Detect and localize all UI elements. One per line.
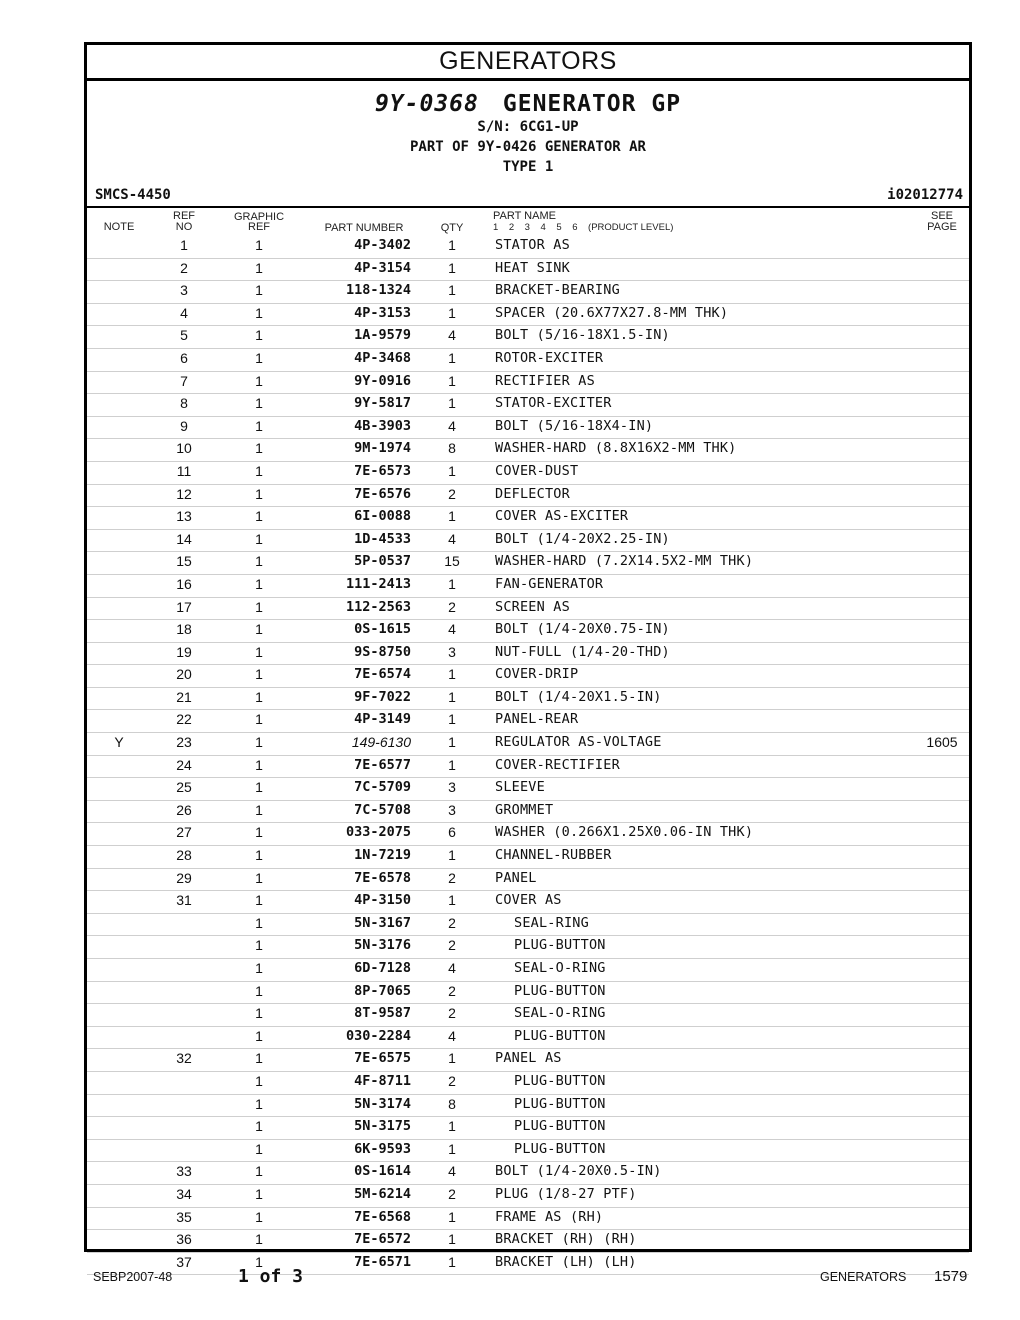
row-quantity: 1	[448, 372, 456, 389]
row-graphic-ref: 1	[255, 1050, 263, 1067]
table-row	[87, 1049, 969, 1072]
row-quantity: 4	[448, 960, 456, 976]
row-part-name: COVER-DRIP	[495, 666, 579, 683]
row-quantity: 1	[448, 666, 456, 683]
footer-page-of: 1 of 3	[238, 1266, 304, 1287]
row-part-number: 5P-0537	[354, 553, 411, 570]
footer-page-number: 1579	[934, 1268, 968, 1285]
row-ref-number: 27	[176, 824, 192, 841]
row-ref-number: 20	[176, 666, 192, 683]
row-graphic-ref: 1	[255, 801, 263, 818]
row-graphic-ref: 1	[255, 711, 263, 728]
row-quantity: 4	[448, 417, 456, 434]
row-graphic-ref: 1	[255, 982, 263, 999]
row-graphic-ref: 1	[255, 282, 263, 299]
row-ref-number: 19	[176, 643, 192, 660]
row-quantity: 1	[448, 395, 456, 412]
table-row	[87, 846, 969, 869]
row-part-number: 4P-3150	[354, 892, 411, 909]
row-part-number: 0S-1614	[354, 1163, 411, 1180]
table-row	[87, 1230, 969, 1253]
row-quantity: 2	[448, 869, 456, 886]
row-part-number: 7E-6575	[354, 1050, 411, 1067]
row-quantity: 4	[448, 530, 456, 547]
row-part-number: 8P-7065	[354, 982, 411, 999]
row-part-number: 7E-6577	[354, 756, 411, 773]
table-row	[87, 1027, 969, 1050]
row-part-name: PLUG-BUTTON	[514, 1027, 606, 1044]
row-part-name: SPACER (20.6X77X27.8-MM THK)	[495, 304, 729, 321]
row-graphic-ref: 1	[255, 1140, 263, 1157]
row-quantity: 1	[448, 1118, 456, 1135]
column-header-product-levels: 1 2 3 4 5 6 (PRODUCT LEVEL)	[493, 222, 674, 233]
row-ref-number: 35	[176, 1208, 192, 1225]
row-ref-number: 25	[176, 779, 192, 796]
row-quantity: 1	[448, 756, 456, 773]
row-see-page: 1605	[926, 734, 958, 751]
row-quantity: 1	[448, 1140, 456, 1157]
row-ref-number: 17	[176, 598, 192, 615]
row-ref-number: 24	[176, 756, 192, 773]
header-divider	[87, 206, 969, 208]
row-graphic-ref: 1	[255, 1005, 263, 1022]
row-part-name: BOLT (1/4-20X0.5-IN)	[495, 1163, 662, 1180]
row-ref-number: 23	[176, 734, 192, 751]
row-graphic-ref: 1	[255, 643, 263, 660]
row-quantity: 4	[448, 1163, 456, 1180]
row-part-name: PLUG-BUTTON	[514, 1140, 606, 1157]
row-part-name: BOLT (1/4-20X2.25-IN)	[495, 530, 670, 547]
row-quantity: 1	[448, 508, 456, 525]
row-part-number: 7E-6571	[354, 1253, 411, 1270]
table-row	[87, 688, 969, 711]
row-quantity: 1	[448, 892, 456, 909]
row-part-number: 9Y-0916	[354, 372, 411, 389]
row-ref-number: 29	[176, 869, 192, 886]
table-row	[87, 530, 969, 553]
row-graphic-ref: 1	[255, 259, 263, 276]
row-part-number: 5N-3175	[354, 1118, 411, 1135]
row-quantity: 1	[448, 349, 456, 366]
column-header-ref-top: REF	[173, 210, 195, 222]
row-part-number: 7E-6568	[354, 1208, 411, 1225]
row-ref-number: 7	[180, 372, 188, 389]
row-ref-number: 26	[176, 801, 192, 818]
column-header-ref-bottom: NO	[175, 221, 193, 233]
row-graphic-ref: 1	[255, 847, 263, 864]
serial-number: S/N: 6CG1-UP	[477, 119, 579, 135]
row-ref-number: 32	[176, 1050, 192, 1067]
row-quantity: 1	[448, 575, 456, 592]
table-row	[87, 756, 969, 779]
row-part-number: 5M-6214	[354, 1185, 411, 1202]
row-graphic-ref: 1	[255, 1208, 263, 1225]
row-quantity: 4	[448, 1027, 456, 1044]
row-quantity: 8	[448, 1095, 456, 1112]
row-ref-number: 3	[180, 282, 188, 299]
table-row	[87, 982, 969, 1005]
row-quantity: 2	[448, 914, 456, 931]
table-row	[87, 394, 969, 417]
row-quantity: 1	[448, 688, 456, 705]
row-graphic-ref: 1	[255, 1253, 263, 1270]
row-part-name: SCREEN AS	[495, 598, 570, 615]
table-row	[87, 439, 969, 462]
title-block	[87, 91, 969, 177]
row-graphic-ref: 1	[255, 553, 263, 570]
parts-page-frame	[84, 42, 972, 1270]
column-header-part-number: PART NUMBER	[324, 222, 404, 234]
row-part-name: NUT-FULL (1/4-20-THD)	[495, 643, 670, 660]
row-part-name: COVER AS-EXCITER	[495, 508, 629, 525]
row-ref-number: 4	[180, 304, 188, 321]
row-part-name: HEAT SINK	[495, 259, 570, 276]
table-row	[87, 1140, 969, 1163]
table-row	[87, 1072, 969, 1095]
row-quantity: 2	[448, 1005, 456, 1022]
row-part-name: PLUG-BUTTON	[514, 1072, 606, 1089]
row-part-name: REGULATOR AS-VOLTAGE	[495, 734, 662, 751]
table-row	[87, 710, 969, 733]
row-ref-number: 37	[176, 1253, 192, 1270]
row-quantity: 1	[448, 259, 456, 276]
table-row	[87, 575, 969, 598]
row-graphic-ref: 1	[255, 937, 263, 954]
row-part-number: 5N-3174	[354, 1095, 411, 1112]
row-part-name: STATOR-EXCITER	[495, 395, 612, 412]
column-header-qty: QTY	[440, 222, 464, 234]
row-part-number: 6I-0088	[354, 508, 411, 525]
row-quantity: 6	[448, 824, 456, 841]
row-part-name: BRACKET-BEARING	[495, 282, 620, 299]
table-row	[87, 349, 969, 372]
row-ref-number: 36	[176, 1231, 192, 1248]
row-graphic-ref: 1	[255, 1072, 263, 1089]
row-quantity: 4	[448, 327, 456, 344]
row-graphic-ref: 1	[255, 779, 263, 796]
row-quantity: 2	[448, 485, 456, 502]
column-header-graphic-top: GRAPHIC	[233, 211, 285, 223]
row-part-number: 6D-7128	[354, 960, 411, 976]
row-part-number: 7C-5708	[354, 801, 411, 818]
row-part-name: WASHER-HARD (8.8X16X2-MM THK)	[495, 440, 737, 457]
row-quantity: 1	[448, 847, 456, 864]
row-part-number: 111-2413	[345, 575, 411, 592]
row-part-number: 1D-4533	[354, 530, 411, 547]
table-row	[87, 869, 969, 892]
column-header-part-name: PART NAME	[493, 210, 556, 222]
row-part-number: 6K-9593	[354, 1140, 411, 1157]
row-graphic-ref: 1	[255, 304, 263, 321]
row-part-number: 4P-3402	[354, 237, 411, 253]
row-quantity: 3	[448, 801, 456, 818]
column-header-graphic-bottom: REF	[248, 221, 270, 233]
row-quantity: 3	[448, 779, 456, 796]
row-ref-number: 9	[180, 417, 188, 434]
table-row	[87, 281, 969, 304]
table-row	[87, 417, 969, 440]
row-part-number: 112-2563	[345, 598, 411, 615]
row-ref-number: 33	[176, 1163, 192, 1180]
footer-section-name: GENERATORS	[820, 1270, 907, 1284]
row-graphic-ref: 1	[255, 508, 263, 525]
row-part-number: 8T-9587	[354, 1005, 411, 1022]
table-row	[87, 259, 969, 282]
row-part-name: SLEEVE	[495, 779, 545, 796]
row-part-number: 030-2284	[345, 1027, 411, 1044]
row-part-name: WASHER (0.266X1.25X0.06-IN THK)	[495, 824, 754, 841]
group-part-number: 9Y-0368	[374, 91, 479, 117]
row-ref-number: 34	[176, 1185, 192, 1202]
table-row	[87, 823, 969, 846]
row-graphic-ref: 1	[255, 372, 263, 389]
row-part-number: 7E-6576	[354, 485, 411, 502]
row-ref-number: 8	[180, 395, 188, 412]
row-part-name: PLUG (1/8-27 PTF)	[495, 1185, 637, 1202]
row-graphic-ref: 1	[255, 666, 263, 683]
row-part-number: 7E-6573	[354, 462, 411, 479]
row-graphic-ref: 1	[255, 892, 263, 909]
table-row	[87, 1185, 969, 1208]
row-part-number: 7C-5709	[354, 779, 411, 796]
footer-document-id: SEBP2007-48	[93, 1270, 173, 1284]
smcs-code: SMCS-4450	[95, 187, 171, 203]
row-part-number: 4B-3903	[354, 417, 411, 434]
row-part-name: BRACKET (RH) (RH)	[495, 1231, 637, 1248]
row-part-number: 9F-7022	[354, 688, 411, 705]
illustration-id: i02012774	[887, 187, 963, 203]
row-part-number: 9Y-5817	[354, 395, 411, 412]
row-quantity: 1	[448, 462, 456, 479]
row-graphic-ref: 1	[255, 462, 263, 479]
row-part-number: 1N-7219	[354, 847, 411, 864]
table-row	[87, 1004, 969, 1027]
row-graphic-ref: 1	[255, 1185, 263, 1202]
row-part-name: PANEL	[495, 869, 537, 886]
row-part-name: PANEL AS	[495, 1050, 562, 1067]
row-ref-number: 14	[176, 530, 192, 547]
row-ref-number: 2	[180, 259, 188, 276]
table-row	[87, 507, 969, 530]
row-part-name: PANEL-REAR	[495, 711, 579, 728]
row-quantity: 1	[448, 1050, 456, 1067]
row-note: Y	[114, 734, 124, 751]
row-part-number: 7E-6574	[354, 666, 411, 683]
row-ref-number: 12	[176, 485, 192, 502]
row-part-name: ROTOR-EXCITER	[495, 349, 604, 366]
table-row	[87, 462, 969, 485]
row-quantity: 3	[448, 643, 456, 660]
row-part-number: 033-2075	[345, 824, 411, 841]
row-graphic-ref: 1	[255, 914, 263, 931]
table-row	[87, 914, 969, 937]
table-row	[87, 665, 969, 688]
row-ref-number: 21	[176, 688, 192, 705]
row-quantity: 8	[448, 440, 456, 457]
row-ref-number: 11	[176, 462, 192, 479]
row-quantity: 1	[448, 1208, 456, 1225]
table-row	[87, 643, 969, 666]
row-ref-number: 5	[180, 327, 188, 344]
row-part-name: PLUG-BUTTON	[514, 982, 606, 999]
row-part-name: STATOR AS	[495, 237, 570, 253]
row-graphic-ref: 1	[255, 1163, 263, 1180]
row-part-name: FRAME AS (RH)	[495, 1208, 604, 1225]
row-graphic-ref: 1	[255, 349, 263, 366]
row-part-name: COVER-RECTIFIER	[495, 756, 620, 773]
row-graphic-ref: 1	[255, 440, 263, 457]
row-part-name: BRACKET (LH) (LH)	[495, 1253, 637, 1270]
row-graphic-ref: 1	[255, 960, 263, 976]
row-ref-number: 31	[176, 892, 192, 909]
row-ref-number: 15	[176, 553, 192, 570]
row-graphic-ref: 1	[255, 1027, 263, 1044]
row-part-name: PLUG-BUTTON	[514, 1118, 606, 1135]
row-graphic-ref: 1	[255, 869, 263, 886]
row-graphic-ref: 1	[255, 621, 263, 638]
row-quantity: 2	[448, 1072, 456, 1089]
row-part-number: 9S-8750	[354, 643, 411, 660]
parts-table-body	[87, 236, 969, 1275]
row-part-name: SEAL-O-RING	[514, 960, 606, 976]
row-part-name: WASHER-HARD (7.2X14.5X2-MM THK)	[495, 553, 754, 570]
row-ref-number: 10	[176, 440, 192, 457]
row-part-number: 118-1324	[345, 282, 411, 299]
row-part-number: 4P-3149	[354, 711, 411, 728]
row-quantity: 2	[448, 598, 456, 615]
row-part-name: DEFLECTOR	[495, 485, 570, 502]
row-ref-number: 16	[176, 575, 192, 592]
row-part-name: COVER-DUST	[495, 462, 579, 479]
table-row	[87, 733, 969, 756]
group-name: GENERATOR GP	[502, 91, 682, 117]
row-graphic-ref: 1	[255, 575, 263, 592]
row-part-number: 5N-3167	[354, 914, 411, 931]
row-graphic-ref: 1	[255, 756, 263, 773]
row-part-number: 4P-3468	[354, 349, 411, 366]
column-header-see-top: SEE	[930, 210, 953, 222]
row-quantity: 1	[448, 734, 456, 751]
table-row	[87, 326, 969, 349]
row-part-number: 7E-6572	[354, 1231, 411, 1248]
table-row	[87, 959, 969, 982]
table-row	[87, 1095, 969, 1118]
table-row	[87, 801, 969, 824]
row-ref-number: 1	[180, 237, 188, 253]
row-part-name: PLUG-BUTTON	[514, 937, 606, 954]
row-part-number: 149-6130	[351, 734, 411, 751]
table-row	[87, 598, 969, 621]
group-title	[87, 91, 969, 117]
table-row	[87, 304, 969, 327]
row-part-name: CHANNEL-RUBBER	[495, 847, 612, 864]
row-quantity: 1	[448, 711, 456, 728]
row-part-number: 4P-3153	[354, 304, 411, 321]
table-row	[87, 620, 969, 643]
row-part-number: 4F-8711	[354, 1072, 411, 1089]
row-part-name: FAN-GENERATOR	[495, 575, 604, 592]
row-graphic-ref: 1	[255, 598, 263, 615]
row-graphic-ref: 1	[255, 824, 263, 841]
row-graphic-ref: 1	[255, 1118, 263, 1135]
row-quantity: 2	[448, 937, 456, 954]
row-graphic-ref: 1	[255, 734, 263, 751]
row-ref-number: 22	[176, 711, 192, 728]
table-row	[87, 1162, 969, 1185]
table-row	[87, 372, 969, 395]
table-row	[87, 236, 969, 259]
row-quantity: 2	[448, 982, 456, 999]
table-row	[87, 936, 969, 959]
row-part-name: BOLT (1/4-20X0.75-IN)	[495, 621, 670, 638]
row-part-name: RECTIFIER AS	[495, 372, 595, 389]
row-ref-number: 18	[176, 621, 192, 638]
table-row	[87, 1208, 969, 1231]
section-banner: GENERATORS	[87, 45, 969, 81]
table-row	[87, 552, 969, 575]
row-graphic-ref: 1	[255, 395, 263, 412]
row-part-number: 0S-1615	[354, 621, 411, 638]
row-part-number: 9M-1974	[354, 440, 411, 457]
table-row	[87, 778, 969, 801]
row-ref-number: 13	[176, 508, 192, 525]
row-quantity: 4	[448, 621, 456, 638]
row-graphic-ref: 1	[255, 327, 263, 344]
row-part-number: 5N-3176	[354, 937, 411, 954]
row-part-name: GROMMET	[495, 801, 554, 818]
column-header-note: NOTE	[103, 221, 135, 233]
row-quantity: 1	[448, 1231, 456, 1248]
table-row	[87, 891, 969, 914]
row-graphic-ref: 1	[255, 485, 263, 502]
row-graphic-ref: 1	[255, 1231, 263, 1248]
row-part-name: BOLT (5/16-18X4-IN)	[495, 417, 654, 434]
table-row	[87, 485, 969, 508]
row-graphic-ref: 1	[255, 417, 263, 434]
row-part-name: PLUG-BUTTON	[514, 1095, 606, 1112]
row-quantity: 1	[448, 282, 456, 299]
row-part-name: COVER AS	[495, 892, 562, 909]
row-graphic-ref: 1	[255, 530, 263, 547]
row-part-name: BOLT (5/16-18X1.5-IN)	[495, 327, 670, 344]
row-part-number: 7E-6578	[354, 869, 411, 886]
row-quantity: 2	[448, 1185, 456, 1202]
column-header-see-bottom: PAGE	[927, 221, 957, 233]
row-graphic-ref: 1	[255, 1095, 263, 1112]
row-ref-number: 28	[176, 847, 192, 864]
row-part-name: SEAL-O-RING	[514, 1005, 606, 1022]
row-quantity: 1	[448, 237, 456, 253]
row-part-number: 4P-3154	[354, 259, 411, 276]
row-part-number: 1A-9579	[354, 327, 411, 344]
table-row	[87, 1117, 969, 1140]
row-part-name: BOLT (1/4-20X1.5-IN)	[495, 688, 662, 705]
row-part-name: SEAL-RING	[514, 914, 589, 931]
type-line: TYPE 1	[502, 159, 554, 175]
row-graphic-ref: 1	[255, 688, 263, 705]
part-of-line: PART OF 9Y-0426 GENERATOR AR	[409, 139, 646, 155]
row-graphic-ref: 1	[255, 237, 263, 253]
row-quantity: 1	[448, 304, 456, 321]
row-ref-number: 6	[180, 349, 188, 366]
row-quantity: 1	[448, 1253, 456, 1270]
row-quantity: 15	[444, 553, 460, 570]
